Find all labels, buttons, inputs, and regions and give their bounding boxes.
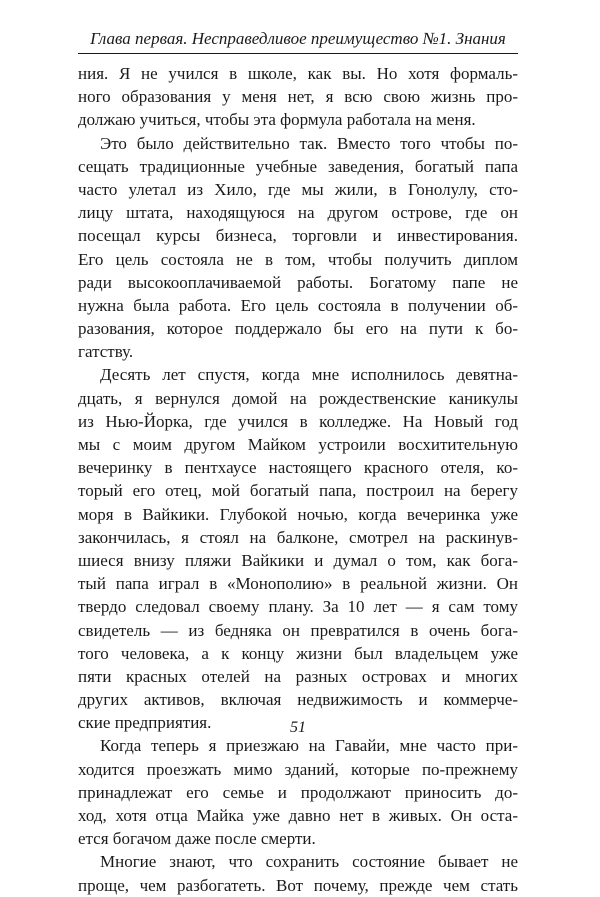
text-line: разования, которое поддержало бы его на пути к бо- [78,319,518,339]
body-text [78,62,518,897]
running-header: Глава первая. Несправедливое преимущество №1. Знания [90,29,506,48]
text-line: лицу штата, находящуюся на другом острове, где он [78,203,518,223]
text-line: принадлежат его семье и продолжают приносить до- [78,782,518,802]
text-line: твердо следовал своему плану. За 10 лет — я сам тому [78,597,518,617]
text-line: вечеринку в пентхаусе настоящего красного отеля, ко- [78,458,518,478]
text-line: гатству. [78,342,134,362]
header-rule [78,53,518,54]
text-line: пяти красных отелей на разных островах и многих [78,666,518,686]
text-line: ния. Я не учился в школе, как вы. Но хотя формаль- [78,64,518,83]
text-line: дцать, я вернулся домой на рождественские каникулы [78,388,518,408]
page-number: 51 [290,719,306,736]
text-line: моря в Вайкики. Глубокой ночью, когда вечеринка уже [78,504,518,524]
text-line: других активов, включая недвижимость и коммерче- [78,690,518,710]
text-line: свидетель — из бедняка он превратился в очень бога- [78,620,518,640]
text-line: тый папа играл в «Монополию» в реальной жизни. Он [78,574,518,594]
text-line: часто улетал из Хило, где мы жили, в Гонолулу, сто- [78,179,518,199]
text-line: ного образования у меня нет, я всю свою жизнь про- [78,87,518,107]
text-line: Когда теперь я приезжаю на Гавайи, мне часто при- [100,736,518,756]
text-line: нужна была работа. Его цель состояла в получении об- [78,295,518,315]
text-line: Это было действительно так. Вместо того чтобы по- [100,133,518,153]
text-line: должаю учиться, чтобы эта формула работала на меня. [78,110,476,130]
text-line: ходится проезжать мимо зданий, которые по-прежнему [78,759,518,779]
text-line: закончилась, я стоял на балконе, смотрел на раскинув- [78,527,518,547]
text-line: шиеся внизу пляжи Вайкики и думал о том, как бога- [78,550,518,570]
text-line: из Нью-Йорка, где учился в колледже. На Новый год [78,411,518,431]
text-line: ется богачом даже после смерти. [78,829,316,849]
text-line: проще, чем разбогатеть. Вот почему, прежде чем стать [78,875,518,895]
text-line: ход, хотя отца Майка уже давно нет в живых. Он оста- [78,806,518,825]
text-line: Многие знают, что сохранить состояние бывает не [100,852,518,872]
text-line: сещать традиционные учебные заведения, богатый папа [78,156,518,176]
text-line: мы с моим другом Майком устроили восхитительную [78,435,518,454]
text-line: посещал курсы бизнеса, торговли и инвестирования. [78,226,518,246]
text-line: Его цель состояла не в том, чтобы получить диплом [78,249,518,269]
text-line: ради высокооплачиваемой работы. Богатому папе не [78,272,518,292]
text-line: торый его отец, мой богатый папа, построил на берегу [78,481,518,501]
text-line: ские предприятия. [78,713,212,733]
text-line: Десять лет спустя, когда мне исполнилось девятна- [100,365,518,385]
text-line: того человека, а к концу жизни был владельцем уже [78,643,518,663]
